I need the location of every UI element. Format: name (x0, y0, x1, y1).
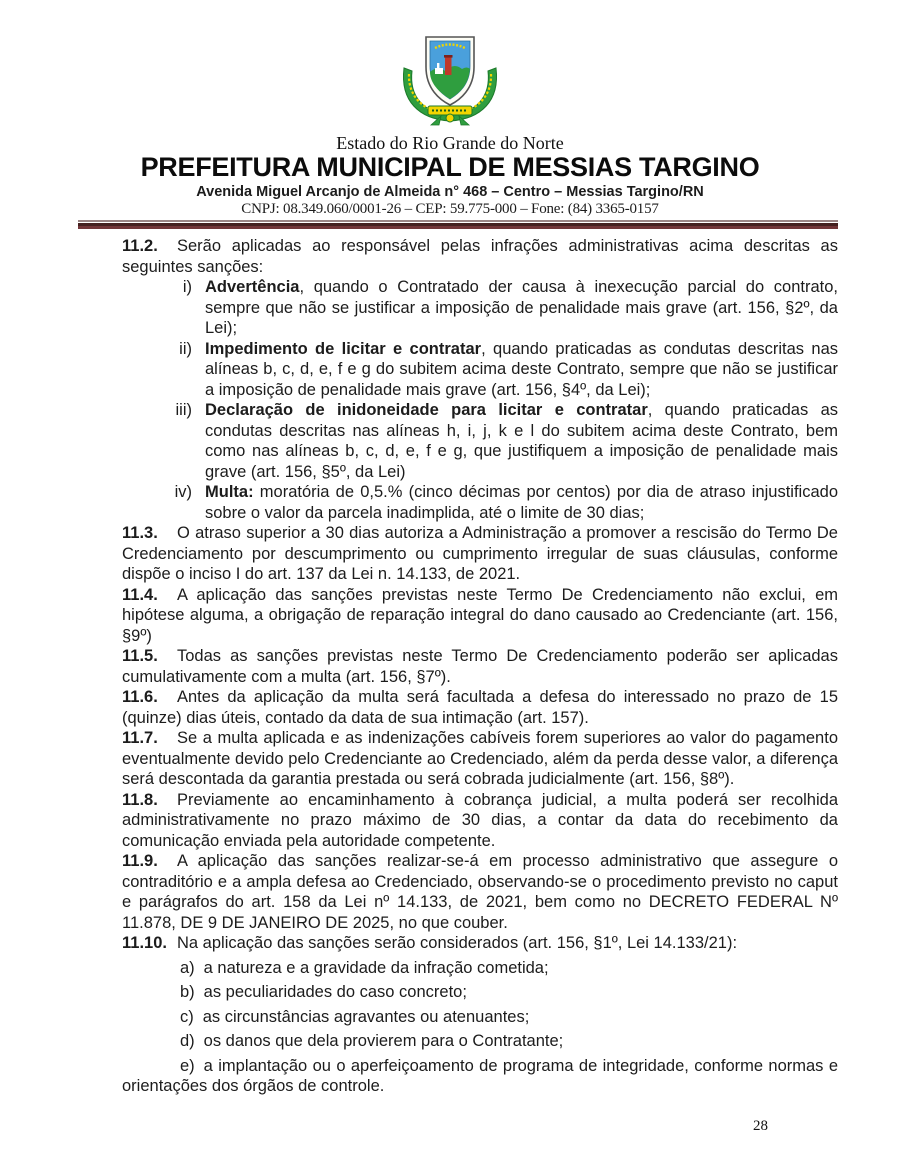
item-lead: Declaração de inidoneidade para licitar e contratar (205, 401, 648, 419)
item-text: moratória de 0,5.% (cinco décimas por centos) por dia de atraso injustificado sobre o valor da parcela inadimplida, até o limite de 30 dias; (205, 483, 838, 522)
clause-number: 11.2. (122, 237, 158, 255)
item-lead: Advertência (205, 278, 300, 296)
header-divider-rule (78, 220, 838, 229)
list-marker: ii) (179, 339, 192, 358)
clause-text: Se a multa aplicada e as indenizações cabíveis forem superiores ao valor do pagamento eventualmente devido pelo Credenciante ao Credenciado, além da perda desse valor, a diferença será descontada da garantia prestada ou será cobrada judicialmente (art. 156, §8º). (122, 729, 838, 788)
letter-list-item-b (122, 982, 838, 1003)
header-registry-line: CNPJ: 08.349.060/0001-26 – CEP: 59.775-000 – Fone: (84) 3365-0157 (241, 201, 659, 217)
letter-list-item-d (122, 1031, 838, 1052)
clause-11-8 (122, 790, 838, 852)
item-text: a natureza e a gravidade da infração cometida; (203, 958, 549, 977)
page-number: 28 (753, 1118, 768, 1134)
clause-text: Previamente ao encaminhamento à cobrança judicial, a multa poderá ser recolhida administrativamente no prazo máximo de 30 dias, a contar da data do recebimento da comunicação enviada pela autoridade competente. (122, 790, 838, 850)
item-lead: Multa: (205, 483, 254, 501)
clause-number: 11.6. (122, 688, 158, 706)
clause-number: 11.3. (122, 524, 158, 542)
letter-list-item-a (122, 958, 838, 979)
item-text: os danos que dela provierem para o Contratante; (203, 1032, 564, 1050)
item-text: as peculiaridades do caso concreto; (203, 983, 467, 1001)
clause-text: A aplicação das sanções realizar-se-á em processo administrativo que assegure o contraditório e a ampla defesa ao Credenciado, observando-se o procedimento previsto no caput e parágrafos do art. 158 da Lei nº 14.133, de 2021, bem como no DECRETO FEDERAL Nº 11.878, DE 9 DE JANEIRO DE 2025, no que couber. (122, 852, 838, 932)
roman-list-item-i (122, 277, 838, 339)
header-state-line: Estado do Rio Grande do Norte (336, 133, 564, 153)
clause-11-4 (122, 585, 838, 647)
clause-11-9 (122, 851, 838, 933)
header-title: PREFEITURA MUNICIPAL DE MESSIAS TARGINO (140, 152, 760, 182)
list-marker: iv) (174, 483, 192, 501)
clause-11-2 (122, 236, 838, 277)
clause-11-6 (122, 687, 838, 728)
clause-11-7 (122, 728, 838, 790)
clause-text: O atraso superior a 30 dias autoriza a Administração a promover a rescisão do Termo De Credenciamento por descumprimento ou cumprimento irregular de suas cláusulas, conforme dispõe o inciso I do art. 137 da Lei n. 14.133, de 2021. (122, 524, 838, 583)
letter-list-item-e (122, 1056, 838, 1097)
list-marker: e) (180, 1056, 195, 1075)
clause-number: 11.5. (122, 647, 158, 665)
clause-number: 11.10. (122, 934, 167, 952)
clause-11-3 (122, 523, 838, 585)
item-lead: Impedimento de licitar e contratar (205, 339, 482, 358)
clause-11-5 (122, 646, 838, 687)
roman-list-item-ii (122, 339, 838, 401)
item-text: , quando praticadas as condutas descritas nas alíneas b, c, d, e, f e g do subitem acima deste Contrato, sempre que não se justificar a imposição de penalidade mais grave (art. 156, §4º, da Lei); (205, 339, 839, 399)
item-text: a implantação ou o aperfeiçoamento de programa de integridade, conforme normas e orientações dos órgãos de controle. (122, 1056, 838, 1095)
clause-text: Antes da aplicação da multa será facultada a defesa do interessado no prazo de 15 (quinze) dias úteis, contado da data de sua intimação (art. 157). (122, 688, 838, 727)
coat-of-arms-icon (389, 34, 511, 126)
clause-number: 11.9. (122, 852, 158, 870)
clause-text: Todas as sanções previstas neste Termo De Credenciamento poderão ser aplicadas cumulativamente com a multa (art. 156, §7º). (122, 647, 838, 686)
document-body (122, 236, 838, 1097)
clause-number: 11.7. (122, 729, 158, 747)
list-marker: i) (182, 278, 192, 296)
letter-list-item-c (122, 1007, 838, 1028)
header-address-line: Avenida Miguel Arcanjo de Almeida n° 468 – Centro – Messias Targino/RN (196, 184, 704, 200)
roman-list-item-iv (122, 482, 838, 523)
letterhead (0, 0, 900, 217)
roman-list-item-iii (122, 400, 838, 482)
item-text: as circunstâncias agravantes ou atenuantes; (202, 1007, 530, 1026)
clause-number: 11.4. (122, 585, 158, 604)
list-marker: b) (180, 983, 195, 1001)
item-text: , quando o Contratado der causa à inexecução parcial do contrato, sempre que não se justificar a imposição de penalidade mais grave (art. 156, §2º, da Lei); (205, 278, 838, 337)
clause-text: Serão aplicadas ao responsável pelas infrações administrativas acima descritas as seguintes sanções: (122, 237, 838, 276)
clause-text: A aplicação das sanções previstas neste Termo De Credenciamento não exclui, em hipótese alguma, a obrigação de reparação integral do dano causado ao Credenciante (art. 156, §9º) (122, 585, 838, 645)
list-marker: a) (180, 958, 195, 977)
list-marker: c) (180, 1007, 194, 1026)
clause-text: Na aplicação das sanções serão considerados (art. 156, §1º, Lei 14.133/21): (177, 934, 738, 952)
clause-11-10 (122, 933, 838, 954)
list-marker: d) (180, 1032, 195, 1050)
clause-number: 11.8. (122, 790, 158, 809)
list-marker: iii) (175, 401, 192, 419)
item-text: , quando praticadas as condutas descritas nas alíneas h, i, j, k e l do subitem acima deste Contrato, bem como nas alíneas b, c, d, e, f e g, que justifiquem a imposição de penalidade mais grave (art. 156, §5º, da Lei) (205, 401, 838, 481)
